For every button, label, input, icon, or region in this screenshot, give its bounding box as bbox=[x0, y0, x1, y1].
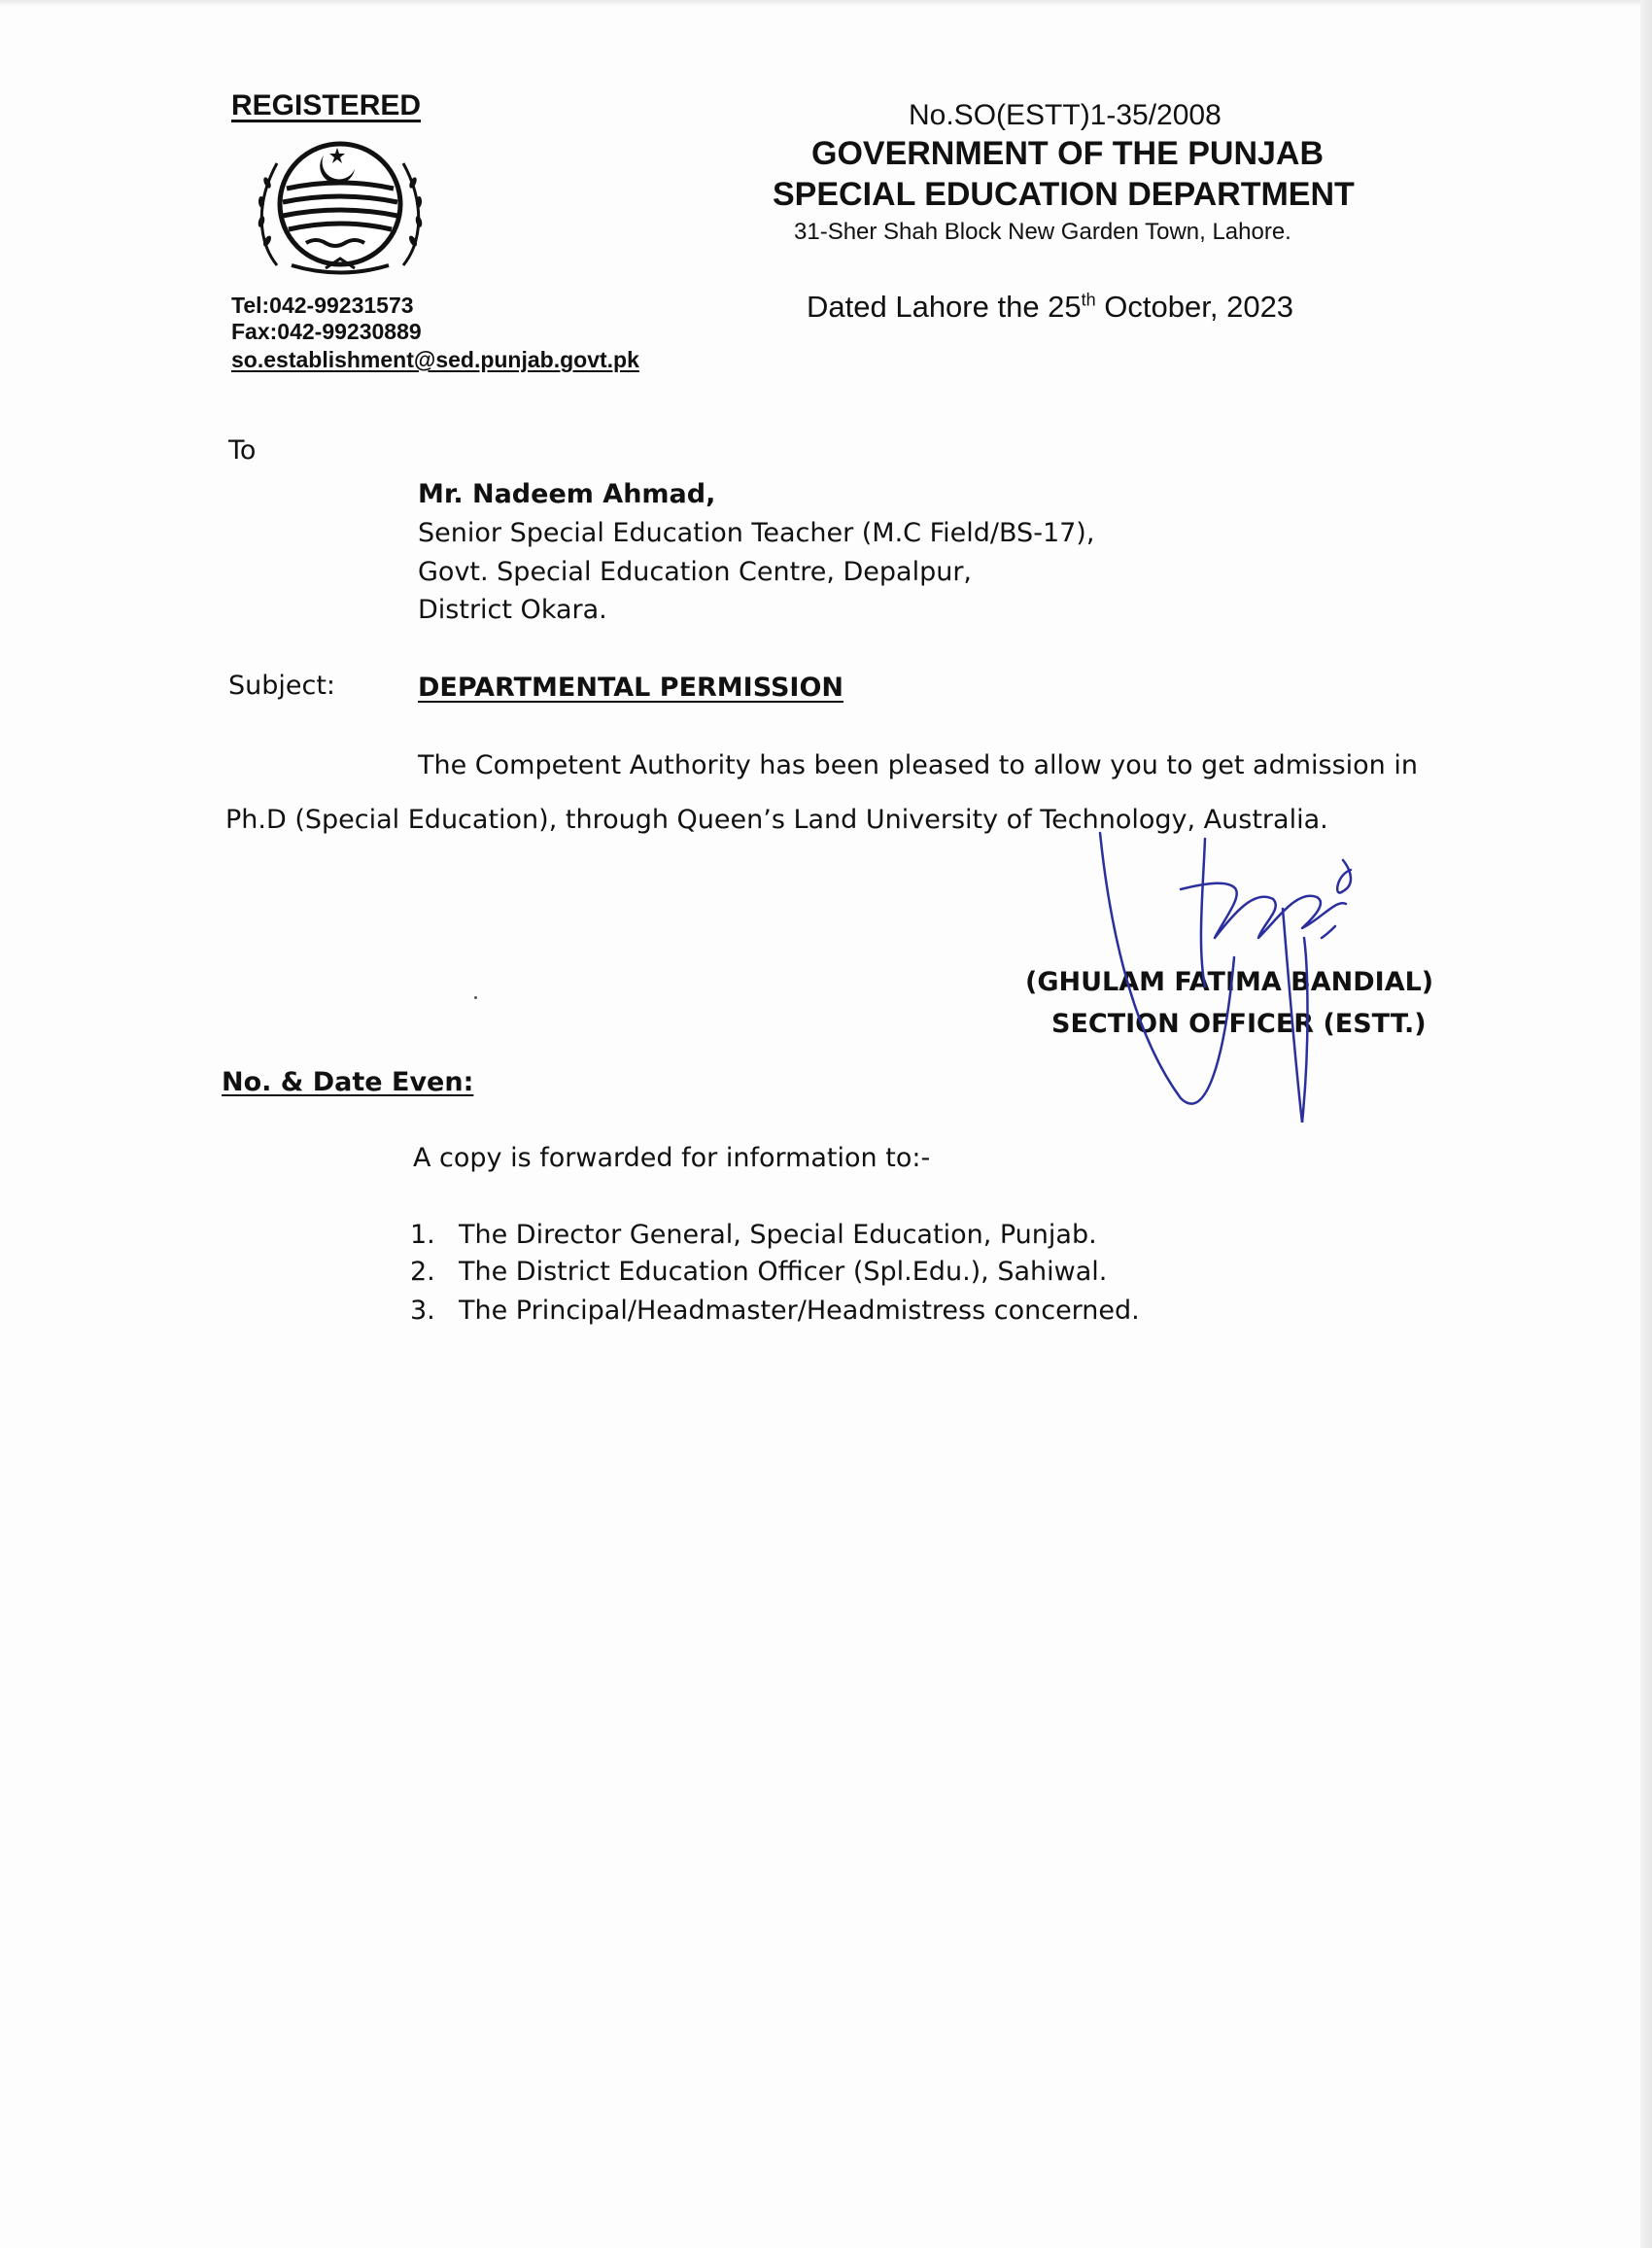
list-item bbox=[410, 1296, 1140, 1326]
email-address: so.establishment@sed.punjab.govt.pk bbox=[231, 347, 639, 372]
list-item bbox=[410, 1220, 1097, 1250]
copy-intro: A copy is forwarded for information to:- bbox=[413, 1143, 931, 1173]
list-item-number: 3. bbox=[410, 1296, 435, 1326]
addressee-district: District Okara. bbox=[418, 595, 607, 625]
government-title: GOVERNMENT OF THE PUNJAB bbox=[811, 135, 1325, 172]
department-address: 31-Sher Shah Block New Garden Town, Lahore. bbox=[794, 219, 1291, 245]
list-item-number: 1. bbox=[410, 1220, 435, 1250]
letter-date-prefix: Dated Lahore the 25 bbox=[807, 290, 1082, 324]
scan-speck bbox=[474, 996, 477, 999]
copy-heading: No. & Date Even: bbox=[222, 1067, 474, 1097]
body-paragraph-line-1: The Competent Authority has been pleased to allow you to get admission in bbox=[418, 750, 1418, 780]
reference-number: No.SO(ESTT)1-35/2008 bbox=[909, 99, 1222, 131]
list-item-text: The Director General, Special Education, Punjab. bbox=[459, 1220, 1097, 1250]
fax-number: Fax:042-99230889 bbox=[231, 319, 422, 344]
subject-title: DEPARTMENTAL PERMISSION bbox=[418, 673, 843, 703]
addressee-designation: Senior Special Education Teacher (M.C Field/BS-17), bbox=[418, 518, 1095, 548]
body-paragraph-line-2: Ph.D (Special Education), through Queen’s Land University of Technology, Australia. bbox=[225, 805, 1328, 835]
letter-date bbox=[807, 290, 1293, 325]
list-item-number: 2. bbox=[410, 1257, 435, 1287]
handwritten-signature bbox=[1088, 831, 1409, 1123]
registered-label: REGISTERED bbox=[231, 89, 422, 121]
telephone-number: Tel:042-99231573 bbox=[231, 293, 414, 318]
list-item-text: The Principal/Headmaster/Headmistress concerned. bbox=[459, 1296, 1140, 1326]
addressee-institution: Govt. Special Education Centre, Depalpur, bbox=[418, 557, 973, 587]
to-label: To bbox=[228, 435, 257, 466]
addressee-name: Mr. Nadeem Ahmad, bbox=[418, 479, 716, 509]
list-item bbox=[410, 1257, 1107, 1287]
signatory-title: SECTION OFFICER (ESTT.) bbox=[1051, 1009, 1427, 1039]
punjab-emblem-icon bbox=[248, 134, 432, 280]
signatory-name: (GHULAM FATIMA BANDIAL) bbox=[1025, 967, 1434, 997]
department-title: SPECIAL EDUCATION DEPARTMENT bbox=[773, 176, 1355, 213]
subject-label: Subject: bbox=[228, 671, 336, 701]
scan-edge-top bbox=[0, 0, 1652, 6]
scan-edge-right bbox=[1640, 0, 1652, 2248]
list-item-text: The District Education Officer (Spl.Edu.), Sahiwal. bbox=[459, 1257, 1108, 1287]
letter-date-suffix: October, 2023 bbox=[1095, 290, 1294, 324]
letter-date-ordinal: th bbox=[1081, 290, 1096, 310]
